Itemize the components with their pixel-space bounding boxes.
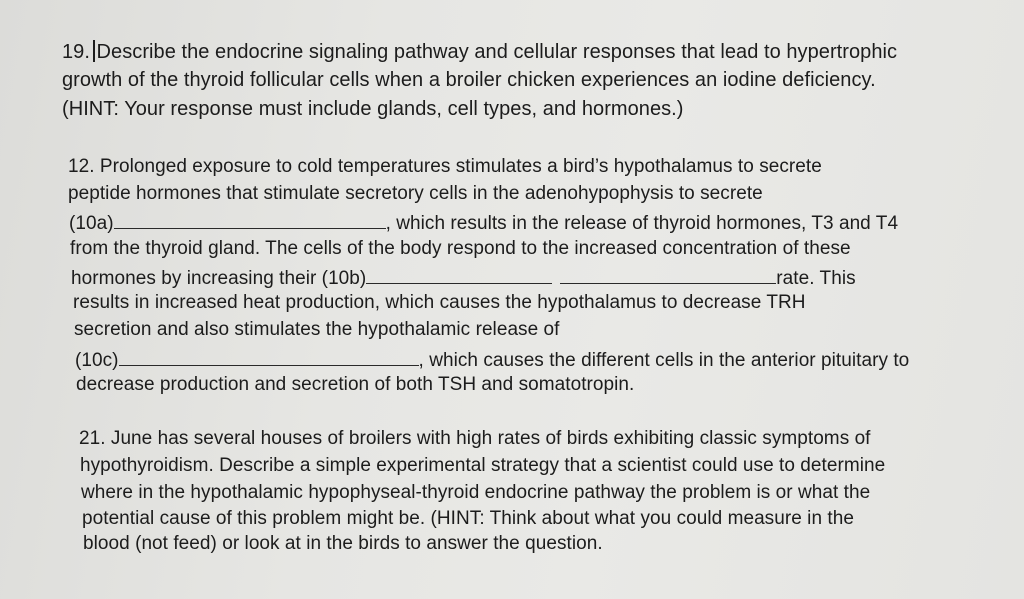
question-21-line-1: 21. June has several houses of broilers with high rates of birds exhibiting classic symptoms of	[79, 428, 871, 449]
question-12-line-7: secretion and also stimulates the hypothalamic release of	[74, 319, 560, 340]
question-21-line-5: blood (not feed) or look at in the birds to answer the question.	[83, 533, 603, 554]
question-12-line-8	[75, 345, 909, 374]
question-12-line-6: results in increased heat production, which causes the hypothalamus to decrease TRH	[73, 292, 806, 313]
blank-10c-label: (10c)	[75, 350, 119, 371]
question-12-line-5-text: rate. This	[776, 268, 856, 289]
question-12-line-3-text: , which results in the release of thyroid hormones, T3 and T4	[385, 213, 899, 234]
question-12-line-2: peptide hormones that stimulate secretory cells in the adenohypophysis to secrete	[68, 183, 763, 204]
blank-10a[interactable]	[114, 208, 386, 229]
question-19-number: 19.	[62, 41, 90, 63]
question-12-line-1: 12. Prolonged exposure to cold temperatures stimulates a bird’s hypothalamus to secrete	[68, 156, 822, 177]
blank-10b-first[interactable]	[366, 263, 552, 284]
question-19-line-1	[62, 39, 897, 65]
blank-10b-second[interactable]	[560, 263, 776, 284]
question-12-line-3	[69, 208, 898, 237]
question-19-hint: (HINT: Your response must include glands, cell types, and hormones.)	[62, 98, 684, 120]
blank-10b-label: hormones by increasing their (10b)	[71, 268, 367, 289]
question-21-line-4: potential cause of this problem might be. (HINT: Think about what you could measure in the	[82, 508, 854, 529]
question-21-line-2: hypothyroidism. Describe a simple experimental strategy that a scientist could use to determine	[80, 455, 886, 476]
question-21-line-3: where in the hypothalamic hypophyseal-thyroid endocrine pathway the problem is or what the	[81, 482, 871, 503]
text-cursor	[93, 40, 95, 62]
question-12-line-4: from the thyroid gland. The cells of the body respond to the increased concentration of these	[70, 238, 851, 259]
question-19-text: Describe the endocrine signaling pathway and cellular responses that lead to hypertrophic	[96, 41, 898, 63]
blank-10c[interactable]	[119, 345, 419, 366]
question-12-line-8-text: , which causes the different cells in the anterior pituitary to	[418, 350, 910, 371]
question-19-line-2: growth of the thyroid follicular cells when a broiler chicken experiences an iodine deficiency.	[62, 69, 876, 91]
blank-10a-label: (10a)	[69, 213, 114, 234]
question-12-line-9: decrease production and secretion of both TSH and somatotropin.	[76, 374, 635, 395]
question-12-line-5	[71, 263, 856, 292]
